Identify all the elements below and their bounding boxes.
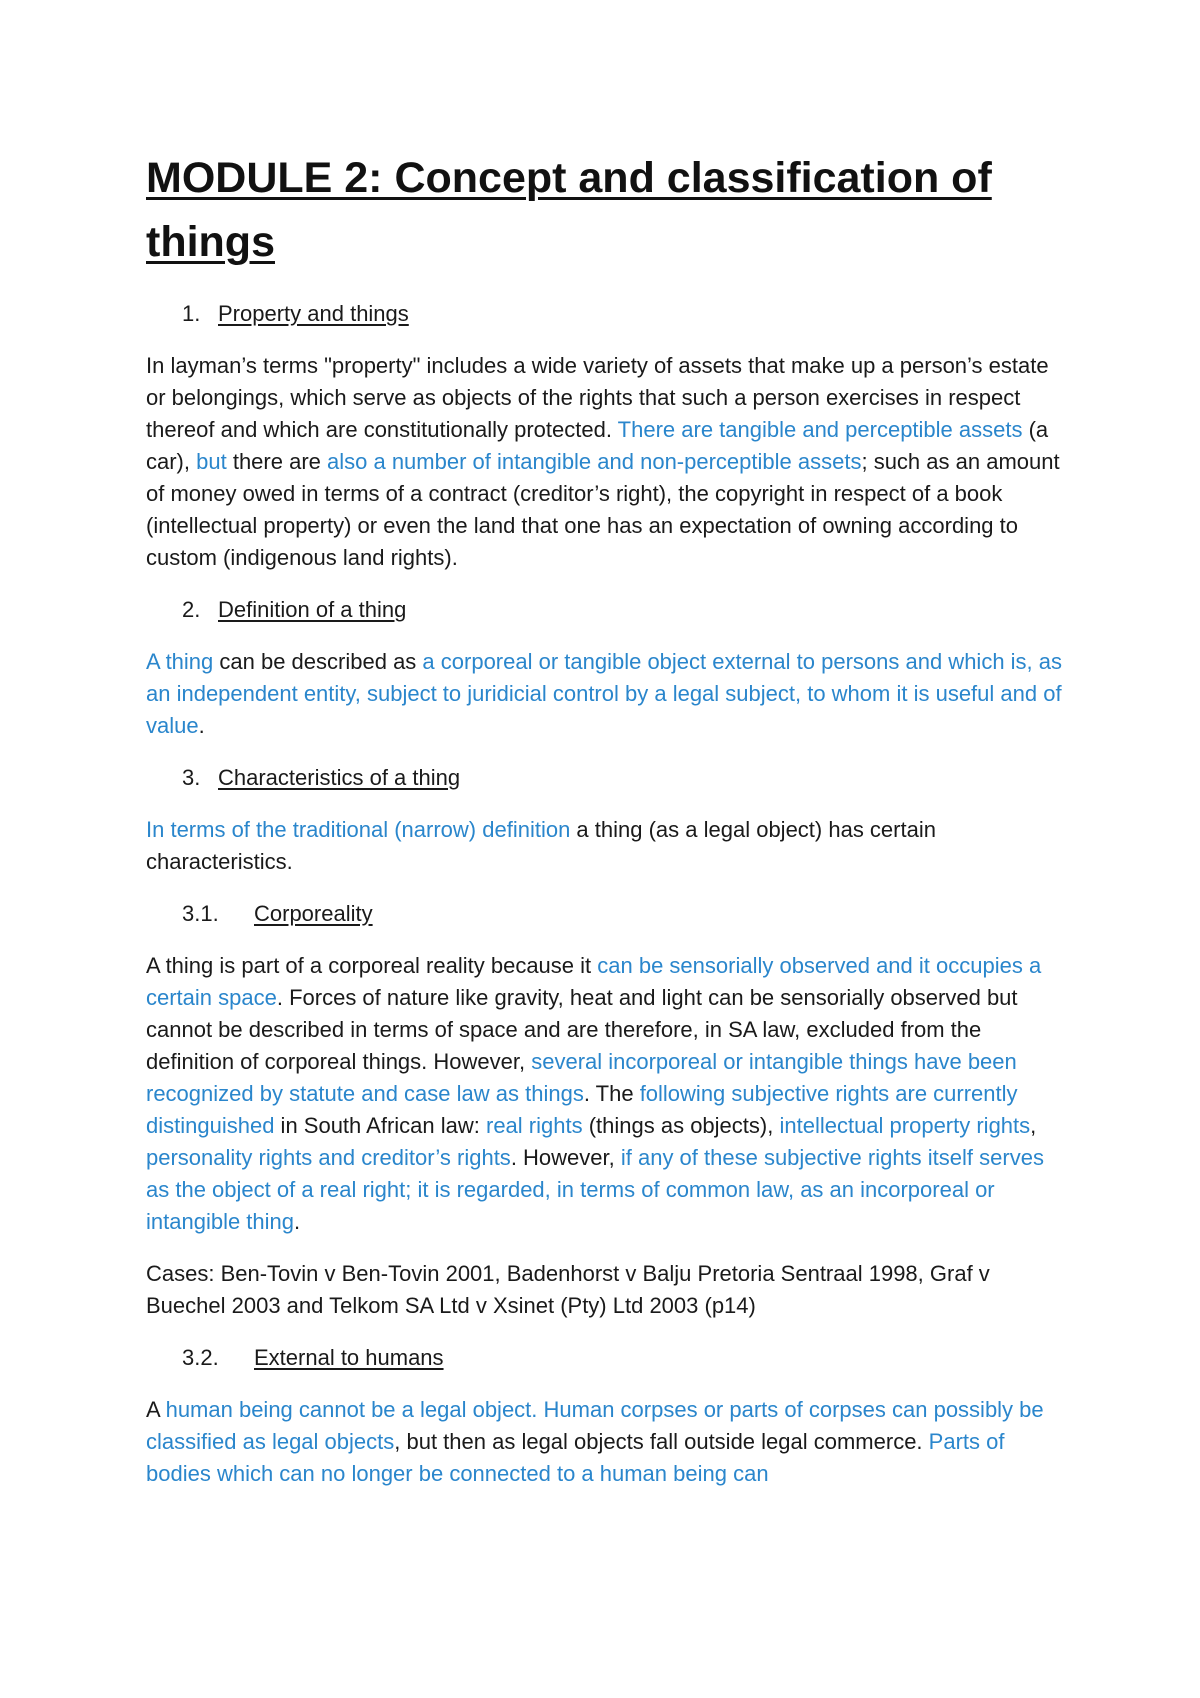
text-run: Cases: Ben-Tovin v Ben-Tovin 2001, Badenhorst v Balju Pretoria Sentraal 1998, Graf v Buechel 2003 and Telkom SA Ltd v Xsinet (Pty) Ltd 2003 (p14) (146, 1261, 990, 1318)
text-run: there are (226, 449, 327, 474)
section-number: 3.2. (182, 1345, 219, 1370)
text-run: ; such as an amount of money owed in terms of a contract (creditor’s right), the copyright in respect of a book (intellectual property) or even the land that one has an expectation of owning according to custom (indigenous land rights). (146, 449, 1060, 570)
section-heading-3-2 (146, 1342, 1066, 1374)
cases-paragraph (146, 1258, 1066, 1322)
highlighted-text: but (196, 449, 227, 474)
text-run: . The (583, 1081, 640, 1106)
section-heading-2 (146, 594, 1066, 626)
highlighted-text: real rights (486, 1113, 583, 1138)
text-run: A thing is part of a corporeal reality because it (146, 953, 598, 978)
paragraph (146, 1394, 1066, 1490)
text-run: (things as objects), (582, 1113, 780, 1138)
highlighted-text: a corporeal or tangible object external to persons and which is, as an independent entity, subject to juridicial control by a legal subject, to whom it is useful and of value (146, 649, 1063, 738)
text-run: (a car), (146, 417, 1049, 474)
highlighted-text: can be sensorially observed and it occupies a certain space (146, 953, 1042, 1010)
highlighted-text: following subjective rights are currently distinguished (146, 1081, 1018, 1138)
highlighted-text: intellectual property rights (779, 1113, 1031, 1138)
section-heading-1 (146, 298, 1066, 330)
highlighted-text: human being cannot be a legal object. Human corpses or parts of corpses can possibly be classified as legal objects (146, 1397, 1044, 1454)
highlighted-text: Parts of bodies which can no longer be connected to a human being can (146, 1429, 1005, 1486)
paragraph (146, 646, 1066, 742)
highlighted-text: also a number of intangible and non-perceptible assets (327, 449, 862, 474)
highlighted-text: if any of these subjective rights itself serves as the object of a real right; it is regarded, in terms of common law, as an incorporeal or intangible thing (146, 1145, 1044, 1234)
section-title: Definition of a thing (218, 597, 407, 622)
paragraph (146, 950, 1066, 1238)
text-run: In layman’s terms "property" includes a wide variety of assets that make up a person’s estate or belongings, which serve as objects of the rights that such a person exercises in respect thereof and which are constitutionally protected. (146, 353, 1049, 442)
text-run: A (146, 1397, 166, 1422)
highlighted-text: A thing (146, 649, 214, 674)
text-run: . (198, 713, 205, 738)
section-title: External to humans (254, 1345, 444, 1370)
text-run: . However, (510, 1145, 621, 1170)
paragraph (146, 814, 1066, 878)
document-content (146, 146, 1066, 1510)
text-run: in South African law: (274, 1113, 486, 1138)
section-title: Corporeality (254, 901, 373, 926)
text-run: , but then as legal objects fall outside legal commerce. (394, 1429, 929, 1454)
highlighted-text: There are tangible and perceptible assets (617, 417, 1023, 442)
section-number: 3. (182, 765, 201, 790)
section-heading-3-1 (146, 898, 1066, 930)
section-heading-3 (146, 762, 1066, 794)
text-run: can be described as (213, 649, 423, 674)
text-run: . (294, 1209, 301, 1234)
section-title: Property and things (218, 301, 409, 326)
text-run: . Forces of nature like gravity, heat and light can be sensorially observed but cannot be described in terms of space and are therefore, in SA law, excluded from the definition of corporeal things. However, (146, 985, 1018, 1074)
paragraph (146, 350, 1066, 574)
section-number: 2. (182, 597, 201, 622)
page-title: MODULE 2: Concept and classification of things (146, 154, 992, 266)
section-number: 1. (182, 301, 201, 326)
highlighted-text: several incorporeal or intangible things have been recognized by statute and case law as things (146, 1049, 1017, 1106)
highlighted-text: In terms of the traditional (narrow) definition (146, 817, 571, 842)
section-number: 3.1. (182, 901, 219, 926)
text-run: a thing (as a legal object) has certain characteristics. (146, 817, 936, 874)
section-title: Characteristics of a thing (218, 765, 461, 790)
text-run: , (1030, 1113, 1037, 1138)
highlighted-text: personality rights and creditor’s rights (146, 1145, 511, 1170)
